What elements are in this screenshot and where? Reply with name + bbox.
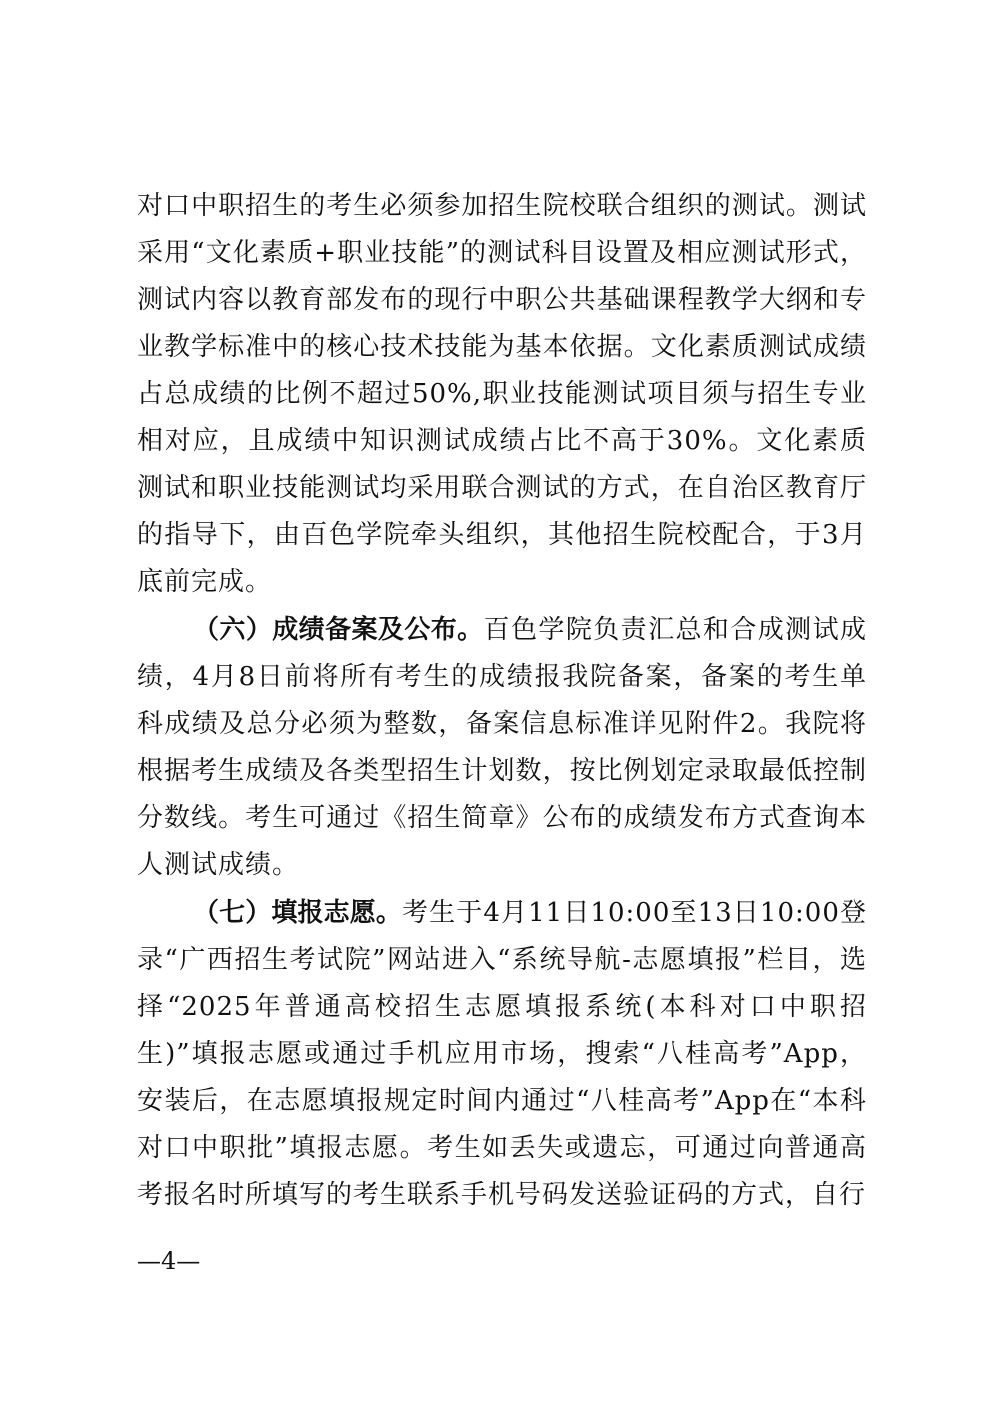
paragraph-testing [137, 183, 867, 606]
paragraph-application-text: 考生于4月11日10:00至13日10:00登录“广西招生考试院”网站进入“系统导航-志愿填报”栏目，选择“2025年普通高校招生志愿填报系统(本科对口中职招生)”填报志愿或通过手机应用市场，搜索“八桂高考”App，安装后，在志愿填报规定时间内通过“八桂高考”App在“本科对口中职批”填报志愿。考生如丢失或遗忘，可通过向普通高考报名时所填写的考生联系手机号码发送验证码的方式，自行 [137, 898, 867, 1210]
section-heading-score-filing: （六）成绩备案及公布。 [193, 615, 484, 645]
section-heading-application: （七）填报志愿。 [193, 898, 402, 928]
paragraph-score-filing-text: 百色学院负责汇总和合成测试成绩，4月8日前将所有考生的成绩报我院备案，备案的考生单科成绩及总分必须为整数，备案信息标准详见附件2。我院将根据考生成绩及各类型招生计划数，按比例划定录取最低控制分数线。考生可通过《招生简章》公布的成绩发布方式查询本人测试成绩。 [137, 615, 867, 880]
paragraph-testing-text: 对口中职招生的考生必须参加招生院校联合组织的测试。测试采用“文化素质+职业技能”的测试科目设置及相应测试形式，测试内容以教育部发布的现行中职公共基础课程教学大纲和专业教学标准中的核心技术技能为基本依据。文化素质测试成绩占总成绩的比例不超过50%,职业技能测试项目须与招生专业相对应，且成绩中知识测试成绩占比不高于30%。文化素质测试和职业技能测试均采用联合测试的方式，在自治区教育厅的指导下，由百色学院牵头组织，其他招生院校配合，于3月底前完成。 [137, 191, 867, 597]
paragraph-application [137, 890, 867, 1219]
page-number: —4— [137, 1247, 201, 1275]
paragraph-score-filing [137, 607, 867, 889]
